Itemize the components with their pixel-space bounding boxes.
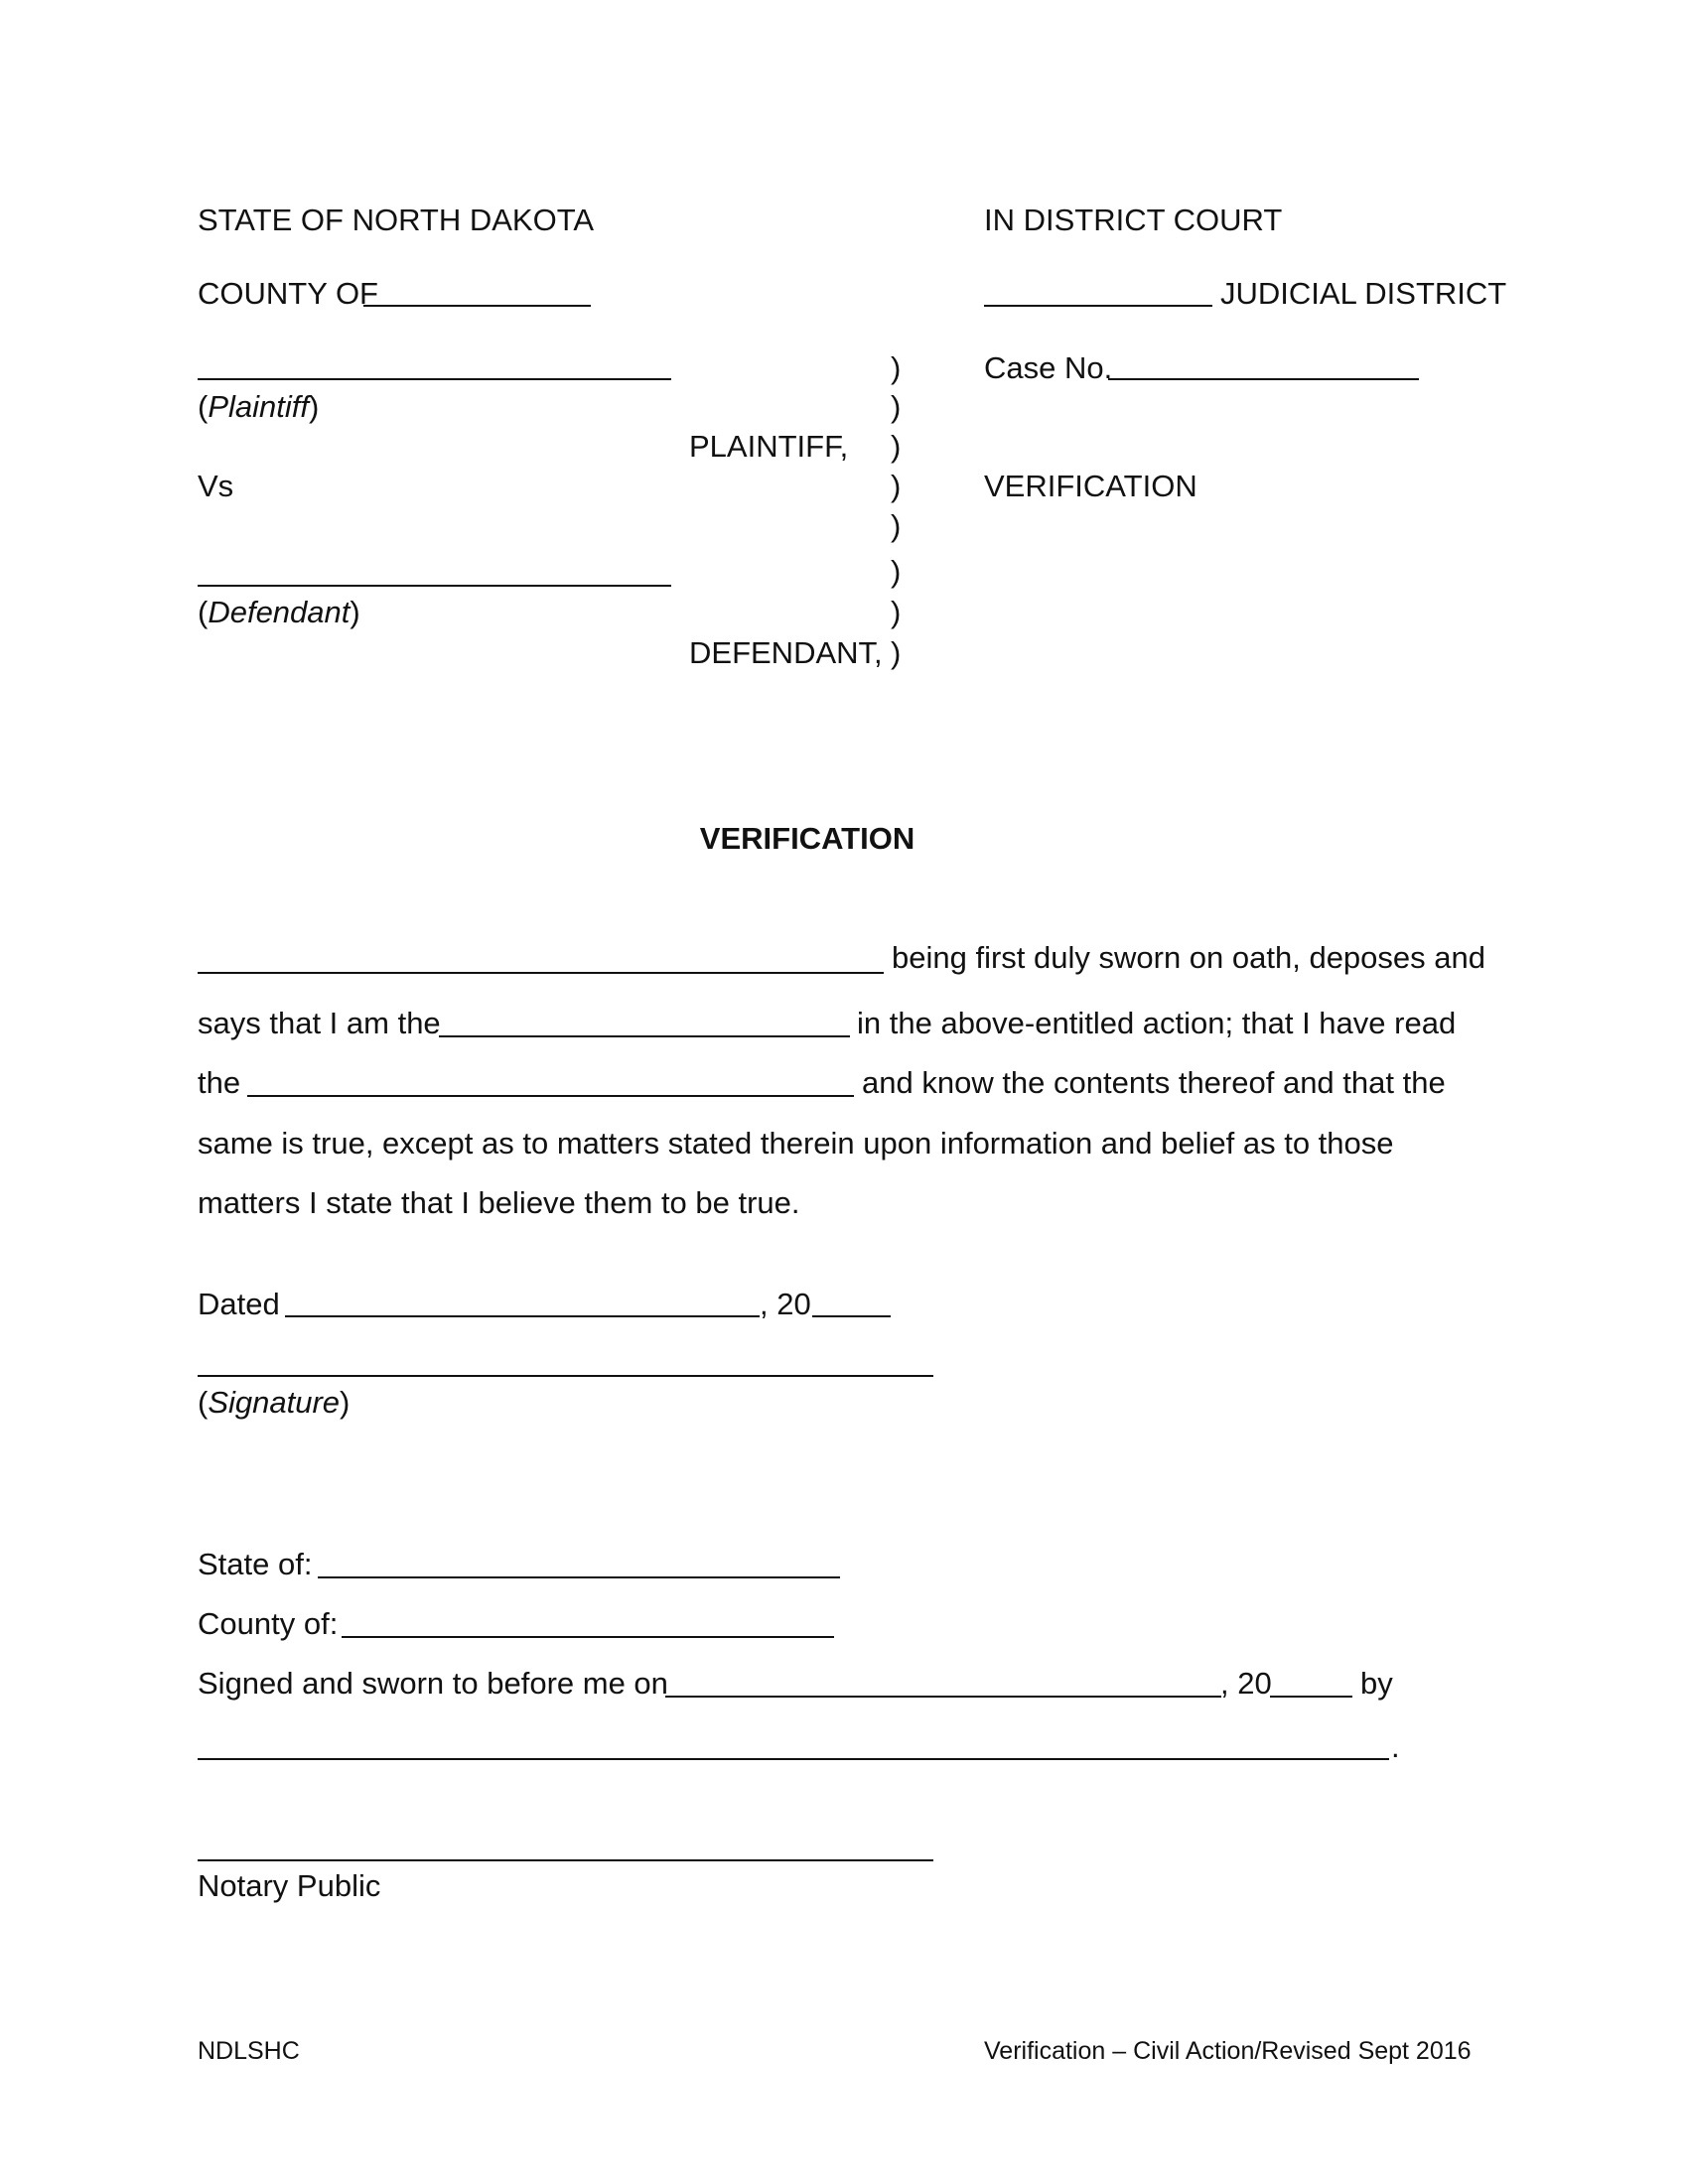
court-heading: IN DISTRICT COURT [984,203,1283,237]
defendant-caption: (Defendant) [198,595,360,629]
case-no-field[interactable] [1108,378,1419,380]
affiant-role-field[interactable] [439,1035,850,1037]
caption-paren: ) [891,508,902,543]
plaintiff-name-field[interactable] [198,378,671,380]
notary-state-field[interactable] [318,1576,840,1578]
document-title-field[interactable] [247,1095,854,1097]
dated-label: Dated [198,1287,280,1321]
judicial-district-field[interactable] [984,305,1212,307]
notary-county-label: County of: [198,1606,339,1641]
sworn-year-field[interactable] [1270,1696,1352,1698]
body-line-2-tail: in the above-entitled action; that I have read [857,1006,1457,1040]
page-title: VERIFICATION [699,821,915,856]
notary-state-label: State of: [198,1547,313,1581]
sworn-label: Signed and sworn to before me on [198,1666,668,1701]
affiant-name-field[interactable] [198,972,884,974]
caption-paren: ) [891,350,902,385]
dated-year-prefix: , 20 [760,1287,811,1321]
body-line-4: same is true, except as to matters stated therein upon information and belief as to those [198,1126,1394,1160]
defendant-name-field[interactable] [198,585,671,587]
caption-paren: ) [891,389,902,424]
caption-paren: ) [891,554,902,589]
county-label: COUNTY OF [198,276,378,311]
body-line-2-head: says that I am the [198,1006,441,1040]
county-field[interactable] [363,305,591,307]
caption-paren: ) [891,595,902,629]
signature-field[interactable] [198,1375,933,1377]
body-line-3-head: the [198,1065,241,1100]
dated-field[interactable] [285,1315,760,1317]
notary-public-label: Notary Public [198,1868,381,1903]
sworn-date-field[interactable] [665,1696,1221,1698]
body-line-1: being first duly sworn on oath, deposes and [892,940,1485,975]
defendant-role: DEFENDANT, [689,635,883,670]
state-heading: STATE OF NORTH DAKOTA [198,203,595,237]
plaintiff-role: PLAINTIFF, [689,429,849,464]
notary-county-field[interactable] [342,1636,834,1638]
footer-right: Verification – Civil Action/Revised Sept 2016 [984,2037,1472,2065]
caption-paren: ) [891,429,902,464]
dated-year-field[interactable] [812,1315,891,1317]
plaintiff-caption: (Plaintiff) [198,389,320,424]
notary-signature-field[interactable] [198,1859,933,1861]
caption-paren: ) [891,635,902,670]
sworn-period: . [1391,1729,1400,1764]
footer-left: NDLSHC [198,2037,300,2065]
case-no-label: Case No. [984,350,1113,385]
sworn-by-name-field[interactable] [198,1758,1389,1760]
caption-paren: ) [891,469,902,503]
body-line-3-tail: and know the contents thereof and that the [862,1065,1446,1100]
document-type: VERIFICATION [984,469,1197,503]
sworn-by-label: by [1360,1666,1393,1701]
sworn-year-prefix: , 20 [1220,1666,1272,1701]
judicial-district-label: JUDICIAL DISTRICT [1220,276,1507,311]
body-line-5: matters I state that I believe them to be true. [198,1185,800,1220]
versus-label: Vs [198,469,234,503]
signature-caption: (Signature) [198,1385,351,1420]
